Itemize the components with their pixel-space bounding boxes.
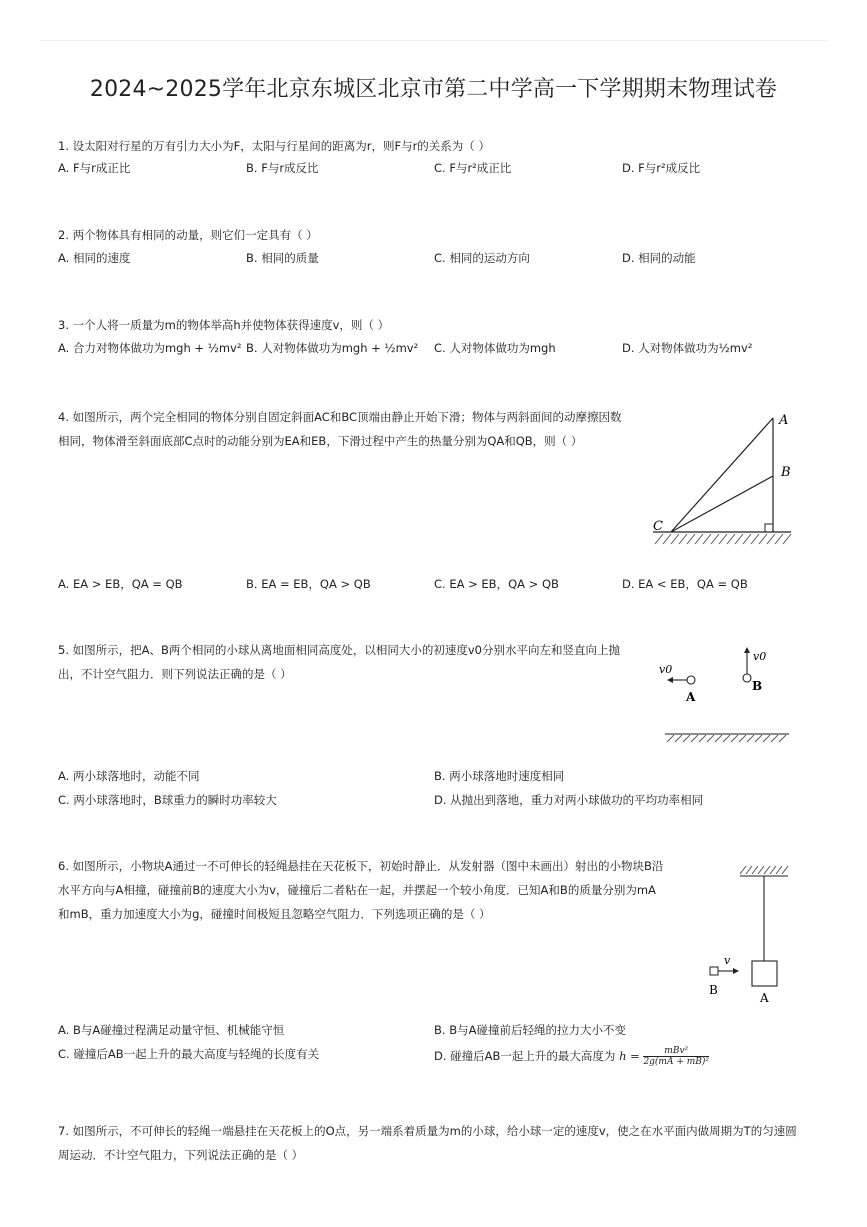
question-3-stem: 3. 一个人将一质量为m的物体举高h并使物体获得速度v，则（ ） <box>58 318 390 332</box>
projectile-figure <box>655 640 795 748</box>
question-6-stem-line-3: 和mB，重力加速度大小为g，碰撞时间极短且忽略空气阻力．下列选项正确的是（ ） <box>58 907 491 921</box>
page-title: 2024~2025学年北京东城区北京市第二中学高一下学期期末物理试卷 <box>89 77 778 102</box>
header-divider <box>40 40 827 41</box>
q2-option-a[interactable]: A. 相同的速度 <box>58 251 131 265</box>
label-v: v <box>724 954 731 967</box>
q5-option-d[interactable]: D. 从抛出到落地，重力对两小球做功的平均功率相同 <box>434 793 704 807</box>
question-4-stem-line-1: 4. 如图所示，两个完全相同的物体分别自固定斜面AC和BC顶端由静止开始下滑；物体与两斜面间的动摩擦因数 <box>58 410 622 424</box>
q1-option-c[interactable]: C. F与r²成正比 <box>434 161 512 175</box>
q4-option-b[interactable]: B. EA = EB，QA > QB <box>246 577 371 591</box>
q5-option-a[interactable]: A. 两小球落地时，动能不同 <box>58 769 200 783</box>
q2-option-d[interactable]: D. 相同的动能 <box>622 251 696 265</box>
question-5-options <box>58 768 818 816</box>
question-7-stem-line-2: 周运动．不计空气阻力，下列说法正确的是（ ） <box>58 1148 304 1162</box>
question-7-stem-line-1: 7. 如图所示，不可伸长的轻绳一端悬挂在天花板上的O点，另一端系着质量为m的小球，给小球一定的速度v，使之在水平面内做周期为T的匀速圆 <box>58 1124 797 1138</box>
label-ball-b: B <box>752 679 763 693</box>
label-v0-up: v0 <box>753 650 767 663</box>
label-block-a: A <box>760 991 769 1005</box>
q4-option-c[interactable]: C. EA > EB，QA > QB <box>434 577 559 591</box>
fraction-denominator: 2g(mA + mB)² <box>643 1057 709 1067</box>
question-2-stem: 2. 两个物体具有相同的动量，则它们一定具有（ ） <box>58 228 318 242</box>
label-ball-a: A <box>686 690 696 704</box>
q3-option-d[interactable]: D. 人对物体做功为½mv² <box>622 341 753 355</box>
label-b: B <box>781 465 791 480</box>
q4-option-d[interactable]: D. EA < EB，QA = QB <box>622 577 748 591</box>
question-4-options <box>58 576 818 598</box>
question-1-stem: 1. 设太阳对行星的万有引力大小为F，太阳与行星间的距离为r，则F与r的关系为（ ） <box>58 139 490 153</box>
q5-option-b[interactable]: B. 两小球落地时速度相同 <box>434 769 565 783</box>
q6-option-c[interactable]: C. 碰撞后AB一起上升的最大高度与轻绳的长度有关 <box>58 1047 320 1061</box>
question-1-options <box>58 160 818 182</box>
question-5-stem-line-1: 5. 如图所示，把A、B两个相同的小球从离地面相同高度处，以相同大小的初速度v0分别水平向左和竖直向上抛 <box>58 643 621 657</box>
question-4-stem-line-2: 相同，物体滑至斜面底部C点时的动能分别为EA和EB，下滑过程中产生的热量分别为QA和QB，则（ ） <box>58 434 583 448</box>
label-a: A <box>779 413 789 428</box>
label-c: C <box>653 519 663 534</box>
question-6-options <box>58 1022 818 1078</box>
q2-option-c[interactable]: C. 相同的运动方向 <box>434 251 530 265</box>
q2-option-b[interactable]: B. 相同的质量 <box>246 251 319 265</box>
question-6-stem-line-1: 6. 如图所示，小物块A通过一不可伸长的轻绳悬挂在天花板下，初始时静止．从发射器（图中未画出）射出的小物块B沿 <box>58 859 664 873</box>
q3-option-b[interactable]: B. 人对物体做功为mgh + ½mv² <box>246 341 419 355</box>
q3-option-c[interactable]: C. 人对物体做功为mgh <box>434 341 556 355</box>
q5-option-c[interactable]: C. 两小球落地时，B球重力的瞬时功率较大 <box>58 793 277 807</box>
q4-option-a[interactable]: A. EA > EB，QA = QB <box>58 577 183 591</box>
fraction-numerator: mBv² <box>643 1046 709 1057</box>
q1-option-d[interactable]: D. F与r²成反比 <box>622 161 701 175</box>
q6-option-d-text: D. 碰撞后AB一起上升的最大高度为 <box>434 1049 616 1063</box>
q6-option-d-fraction <box>643 1046 709 1067</box>
question-2-options <box>58 250 818 272</box>
label-v0-left: v0 <box>659 663 673 676</box>
q1-option-b[interactable]: B. F与r成反比 <box>246 161 319 175</box>
q6-option-b[interactable]: B. B与A碰撞前后轻绳的拉力大小不变 <box>434 1023 626 1037</box>
question-6-stem-line-2: 水平方向与A相撞，碰撞前B的速度大小为v，碰撞后二者粘在一起，并摆起一个较小角度．已知A和B的质量分别为mA <box>58 883 656 897</box>
q3-option-a[interactable]: A. 合力对物体做功为mgh + ½mv² <box>58 341 242 355</box>
pendulum-collision-figure <box>700 860 800 1010</box>
q1-option-a[interactable]: A. F与r成正比 <box>58 161 131 175</box>
question-5-stem-line-2: 出，不计空气阻力．则下列说法正确的是（ ） <box>58 667 292 681</box>
label-block-b: B <box>709 983 718 997</box>
question-3-options <box>58 340 818 362</box>
q6-option-d[interactable] <box>434 1046 709 1067</box>
q6-option-d-lhs: h = <box>619 1049 640 1063</box>
incline-figure <box>645 408 805 553</box>
q6-option-a[interactable]: A. B与A碰撞过程满足动量守恒、机械能守恒 <box>58 1023 285 1037</box>
